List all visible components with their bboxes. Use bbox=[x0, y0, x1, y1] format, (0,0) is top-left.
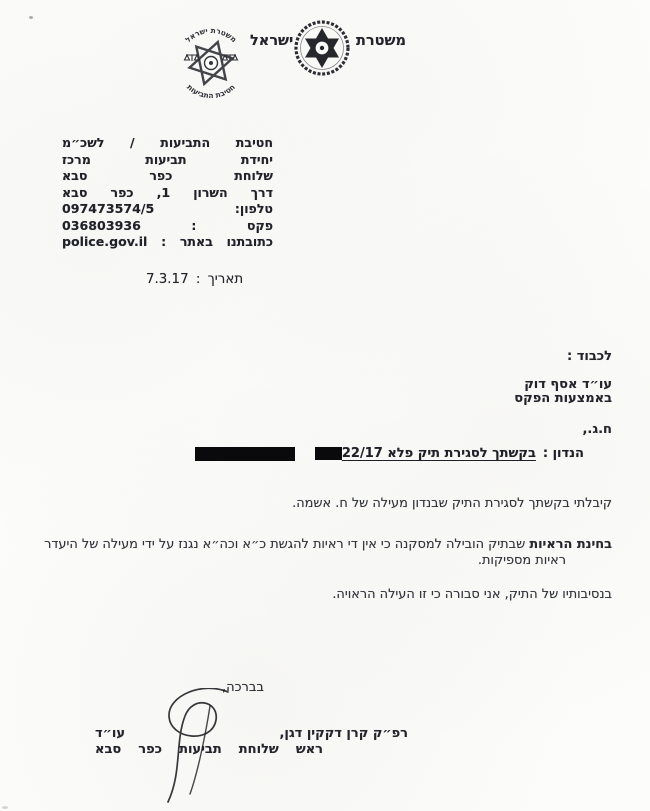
recipient-greeting: ח.ג., bbox=[582, 422, 612, 437]
sender-line-unit: יחידת תביעות מרכז bbox=[62, 151, 273, 167]
recipient-name: עו״ד אסף דוק bbox=[524, 377, 612, 392]
signature-name: רפ״ק קרן דקקין דגן, bbox=[279, 726, 408, 741]
body-paragraph-3: בנסיבותיו של התיק, אני סבורה כי זו העילה הראויה. bbox=[332, 587, 612, 602]
prosecution-division-seal-icon bbox=[168, 14, 254, 104]
signature-role-line: ראש שלוחת תביעות כפר סבא bbox=[95, 742, 323, 757]
sender-line-branch: שלוחת כפר סבא bbox=[62, 168, 273, 183]
redaction-bar-small bbox=[315, 447, 342, 460]
sender-address-block bbox=[62, 135, 273, 251]
sender-line-phone: טלפון: 097473574/5 bbox=[62, 201, 273, 216]
subject-text: בקשתך לסגירת תיק פלא 22/17 bbox=[341, 446, 536, 461]
signature-suffix: עו״ד bbox=[95, 726, 125, 741]
svg-text:משטרת ישראל bbox=[183, 26, 238, 44]
body-paragraph-2 bbox=[44, 536, 612, 553]
recipient-salutation: לכבוד : bbox=[567, 349, 612, 364]
sender-line-fax: פקס : 036803936 bbox=[62, 217, 273, 233]
israel-police-badge-icon bbox=[292, 18, 352, 78]
header-word-israel: ישראל bbox=[250, 33, 294, 49]
scan-speck bbox=[2, 806, 8, 809]
header-word-mishteret: משטרת bbox=[356, 33, 406, 49]
body-paragraph-2-line2: ראיות מספיקות. bbox=[477, 553, 566, 568]
signature-name-line bbox=[95, 726, 408, 741]
body-paragraph-1: קיבלתי בקשתך לסגירת התיק שבנדון מעילה של ח. אשמה. bbox=[292, 496, 612, 511]
subject-line bbox=[195, 446, 584, 461]
subject-label: הנדון : bbox=[542, 446, 584, 461]
redaction-bar-long bbox=[195, 447, 295, 461]
seal-arc-bottom-text: חטיבת התביעות bbox=[185, 82, 237, 101]
sender-line-website: כתובתנו באתר : police.gov.il bbox=[62, 234, 273, 249]
body-paragraph-2-lead: בחינת הראיות bbox=[529, 537, 612, 552]
seal-arc-top-text: משטרת ישראל bbox=[183, 25, 239, 45]
scan-speck bbox=[29, 16, 33, 19]
svg-text:חטיבת התביעות bbox=[185, 82, 237, 100]
sender-line-street: דרך השרון 1, כפר סבא bbox=[62, 184, 273, 200]
closing-regards: בברכה, bbox=[222, 680, 264, 695]
body-paragraph-2-rest: שבתיק הובילה למסקנה כי אין די ראיות להגשת כ״א וכה״א נגנז על ידי מעילה של היעדר bbox=[44, 537, 530, 552]
date-line: תאריך : 7.3.17 bbox=[146, 272, 244, 287]
sender-line-division: חטיבת התביעות / לשכ״מ bbox=[62, 135, 273, 150]
recipient-delivery-method: באמצעות הפקס bbox=[514, 391, 612, 406]
